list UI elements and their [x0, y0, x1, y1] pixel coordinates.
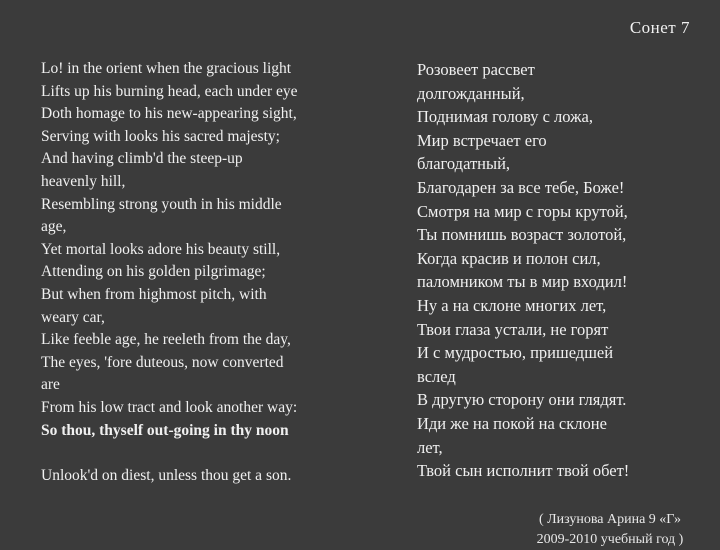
english-line: Attending on his golden pilgrimage;	[41, 263, 266, 281]
russian-line: Поднимая голову с ложа,	[417, 107, 593, 127]
english-line: Like feeble age, he reeleth from the day,	[41, 331, 291, 349]
russian-line: вслед	[417, 366, 456, 386]
english-line: Serving with looks his sacred majesty;	[41, 127, 280, 145]
sonnet-title: Сонет 7	[629, 18, 690, 37]
russian-line: Твой сын исполнит твой обет!	[417, 461, 630, 481]
english-line: Resembling strong youth in his middle	[41, 195, 282, 213]
russian-line: Иди же на покой на склоне	[417, 413, 607, 433]
english-line-bold: So thou, thyself out-going in thy noon	[41, 421, 289, 439]
russian-line: Ну а на склоне многих лет,	[417, 295, 607, 315]
author-credit: ( Лизунова Арина 9 «Г»	[538, 512, 682, 527]
russian-line: долгожданный,	[417, 83, 525, 103]
russian-line: Благодарен за все тебе, Боже!	[417, 177, 625, 197]
author-footer	[500, 510, 720, 550]
english-line: From his low tract and look another way:	[41, 398, 298, 416]
russian-line: Ты помнишь возраст золотой,	[417, 225, 627, 245]
english-line: heavenly hill,	[41, 172, 126, 190]
english-line: But when from highmost pitch, with	[41, 285, 267, 303]
russian-line: благодатный,	[417, 154, 511, 174]
english-line: Lifts up his burning head, each under eye	[41, 82, 298, 100]
russian-line: Смотря на мир с горы крутой,	[417, 201, 628, 221]
russian-line: Когда красив и полон сил,	[417, 248, 601, 268]
russian-line: лет,	[417, 437, 443, 457]
russian-line: И с мудростью, пришедшей	[417, 343, 614, 363]
school-year: 2009-2010 учебный год )	[536, 532, 684, 547]
russian-line: Твои глаза устали, не горят	[417, 319, 609, 339]
russian-line: Мир встречает его	[417, 130, 547, 150]
english-line: Yet mortal looks adore his beauty still,	[41, 240, 281, 258]
russian-translation-column	[417, 58, 707, 483]
russian-line: паломником ты в мир входил!	[417, 272, 628, 292]
russian-line: В другую сторону они глядят.	[417, 390, 627, 410]
english-line: are	[41, 376, 60, 394]
english-line: And having climb'd the steep-up	[41, 150, 243, 168]
english-line: Lo! in the orient when the gracious light	[41, 60, 292, 77]
english-final-line: Unlook'd on diest, unless thou get a son.	[41, 466, 292, 484]
english-line: weary car,	[41, 308, 105, 326]
russian-line: Розовеет рассвет	[417, 60, 535, 79]
english-line: Doth homage to his new-appearing sight,	[41, 105, 297, 123]
stanza-gap	[41, 442, 381, 465]
english-line: age,	[41, 218, 67, 236]
english-line: The eyes, 'fore duteous, now converted	[41, 353, 284, 371]
english-sonnet-column	[41, 58, 381, 487]
